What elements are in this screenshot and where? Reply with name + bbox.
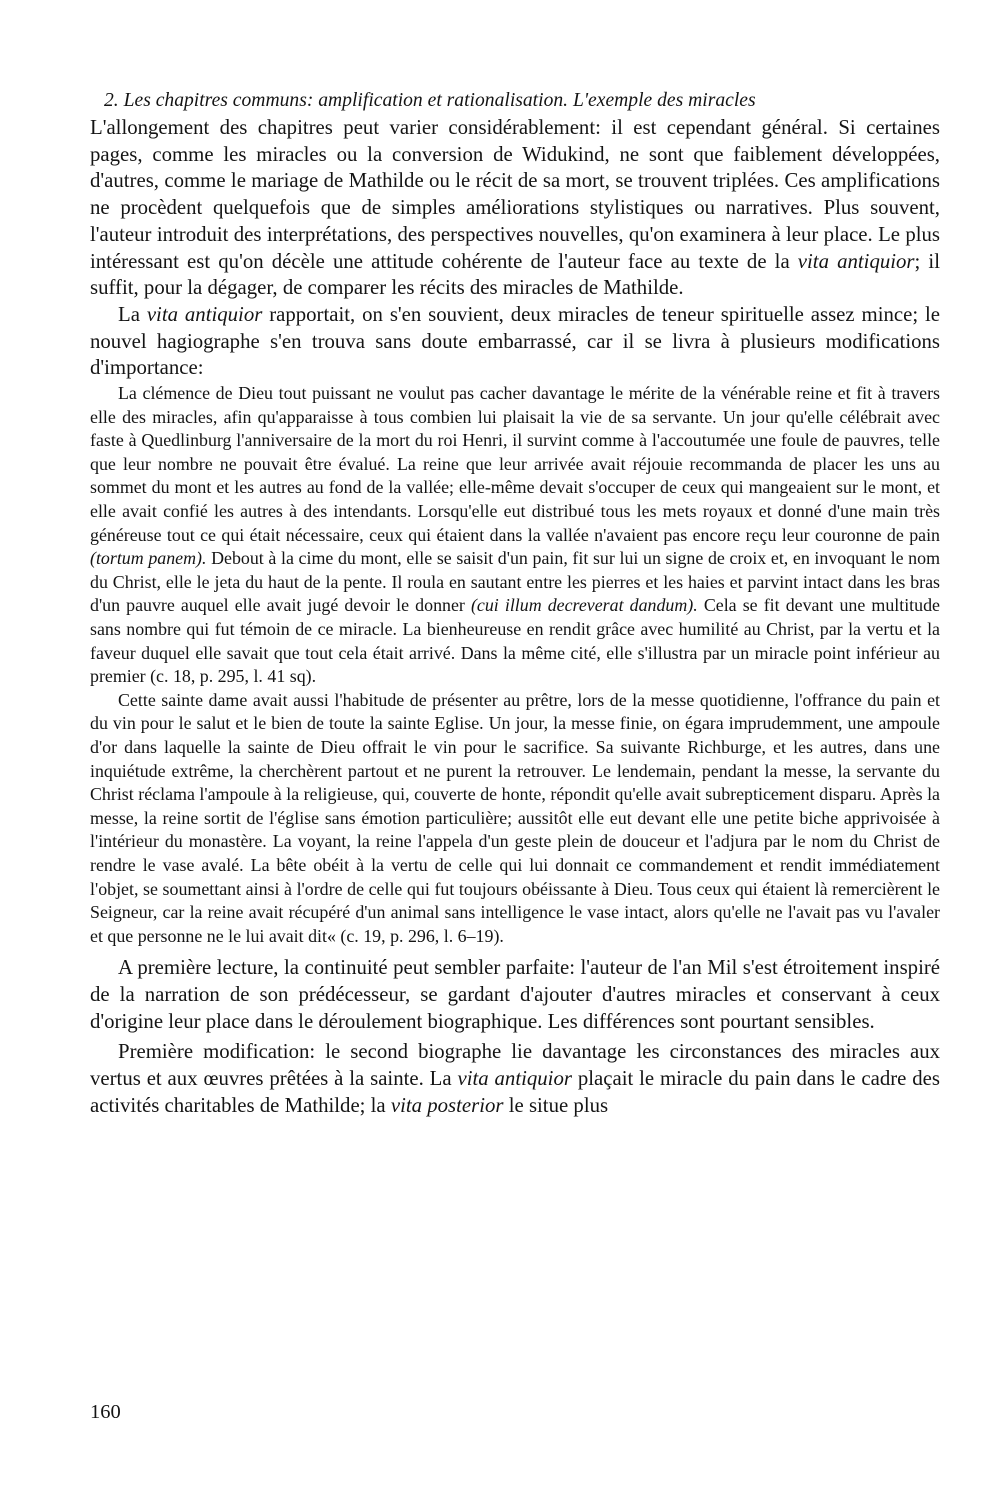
quotation-paragraph	[90, 382, 940, 689]
section-heading: 2. Les chapitres communs: amplification et rationalisation. L'exemple des miracles	[104, 90, 756, 111]
page-number: 160	[90, 1401, 121, 1423]
body-paragraph	[90, 302, 940, 382]
italic-term: vita posterior	[390, 1093, 504, 1117]
text-segment: Première modification: le second biographe lie davantage les circonstances des miracles aux vertus et aux œuvres prêtées à la sainte. La	[90, 1040, 940, 1091]
quotation-paragraph	[90, 689, 940, 949]
body-paragraph	[90, 955, 940, 1035]
text-segment: plaçait le miracle du pain dans le cadre des activités charitables de Mathilde; la	[90, 1067, 941, 1117]
text-segment: La clémence de Dieu tout puissant ne voulut pas cacher davantage le mérite de la vénérable reine et fit à travers elle des miracles, afin qu'apparaisse à tous combien lui plaisait la vie de sa servante. Un jour qu'elle célébrait avec faste à Quedlinburg l'anniversaire de la mort du roi Henri, il survint comme à l'accoutumée une foule de pauvres, telle que leur nombre ne pouvait être évalué. La reine que leur arrivée avait réjouie recommanda de placer les uns au sommet du mont et les autres au fond de la vallée; elle-même devait s'occuper de ceux qui mangeaient sur le mont, et elle avait confié les autres à des intendants. Lorsqu'elle eut distribué tous les mets royaux et donné d'une main très généreuse tout ce qui était nécessaire, ceux qui étaient dans la vallée n'avaient pas encore reçu leur couronne de pain	[90, 383, 940, 545]
text-segment: La	[118, 302, 147, 326]
text-segment: ; il suffit, pour la dégager, de comparer les récits des miracles de Mathilde.	[90, 249, 940, 300]
text-segment: L'allongement des chapitres peut varier considérablement: il est cependant général. Si certaines pages, comme les miracles ou la conversion de Widukind, ne sont que faiblement développées, d'autres, comme le mariage de Mathilde ou le récit de sa mort, se trouvent triplées. Ces amplifications ne procèdent quelquefois que de simples améliorations stylistiques ou narratives. Plus souvent, l'auteur introduit des interprétations, des perspectives nouvelles, qu'on examinera à leur place. Le plus intéressant est qu'on décèle une attitude cohérente de l'auteur face au texte de la	[90, 116, 940, 273]
italic-term: vita antiquior	[146, 302, 263, 326]
text-body	[90, 115, 940, 1120]
text-segment: Cela se fit devant une multitude sans nombre qui fut témoin de ce miracle. La bienheureuse en rendit grâce avec humilité au Christ, par la vertu et la faveur duquel elle savait que tout cela était arrivé. Dans la même cité, elle s'illustra par un miracle point inférieur au premier (c. 18, p. 295, l. 41 sq).	[90, 595, 940, 687]
text-segment: Cette sainte dame avait aussi l'habitude de présenter au prêtre, lors de la messe quotidienne, l'offrance du pain et du vin pour le salut et le bien de toute la sainte Eglise. Un jour, la messe finie, on égara imprudemment, une ampoule d'or dans laquelle la sainte de Dieu offrait le vin pour le sacrifice. Sa suivante Richburge, et les autres, dans une inquiétude extrême, la cherchèrent partout et ne purent la retrouver. Le lendemain, pendant la messe, la servante du Christ réclama l'ampoule à la religieuse, qui, couverte de honte, répondit qu'elle avait subrepticement disparu. Après la messe, la reine sortit de l'église sans émotion particulière; aussitôt elle eut devant elle une petite biche apprivoisée à l'intérieur du monastère. La voyant, la reine l'appela d'un geste plein de douceur et l'adjura par le nom du Christ de rendre le vase avalé. La bête obéit à la vertu de celle qui lui donnait ce commandement et rendit immédiatement l'objet, se soumettant ainsi à l'ordre de celle qui fut toujours obéissante à Dieu. Tous ceux qui étaient là remercièrent le Seigneur, car la reine avait récupéré d'un animal sans intelligence le vase intact, alors qu'elle ne l'avait pas vu l'avaler et que personne ne le lui avait dit« (c. 19, p. 296, l. 6–19).	[90, 689, 940, 946]
text-segment: A première lecture, la continuité peut sembler parfaite: l'auteur de l'an Mil s'est étroitement inspiré de la narration de son prédécesseur, se gardant d'ajouter d'autres miracles et conservant à ceux d'origine leur place dans le déroulement biographique. Les différences sont pourtant sensibles.	[90, 956, 940, 1033]
italic-term: vita antiquior	[457, 1067, 572, 1091]
page	[90, 88, 940, 1120]
italic-term: (cui illum decreverat dandum).	[470, 595, 698, 616]
italic-term: (tortum panem).	[90, 548, 207, 569]
italic-term: vita antiquior	[797, 249, 915, 273]
body-paragraph	[90, 115, 940, 302]
text-segment: le situe plus	[503, 1093, 609, 1117]
text-segment: Debout à la cime du mont, elle se saisit d'un pain, fit sur lui un signe de croix et, en invoquant le nom du Christ, elle le jeta du haut de la pente. Il roula en sautant entre les pierres et les haies et parvint intact dans les bras d'un pauvre auquel elle avait jugé devoir le donner	[90, 548, 940, 616]
text-segment: rapportait, on s'en souvient, deux miracles de teneur spirituelle assez mince; le nouvel hagiographe s'en trouva sans doute embarrassé, car il se livra à plusieurs modifications d'importance:	[90, 302, 941, 380]
body-paragraph	[90, 1039, 940, 1119]
